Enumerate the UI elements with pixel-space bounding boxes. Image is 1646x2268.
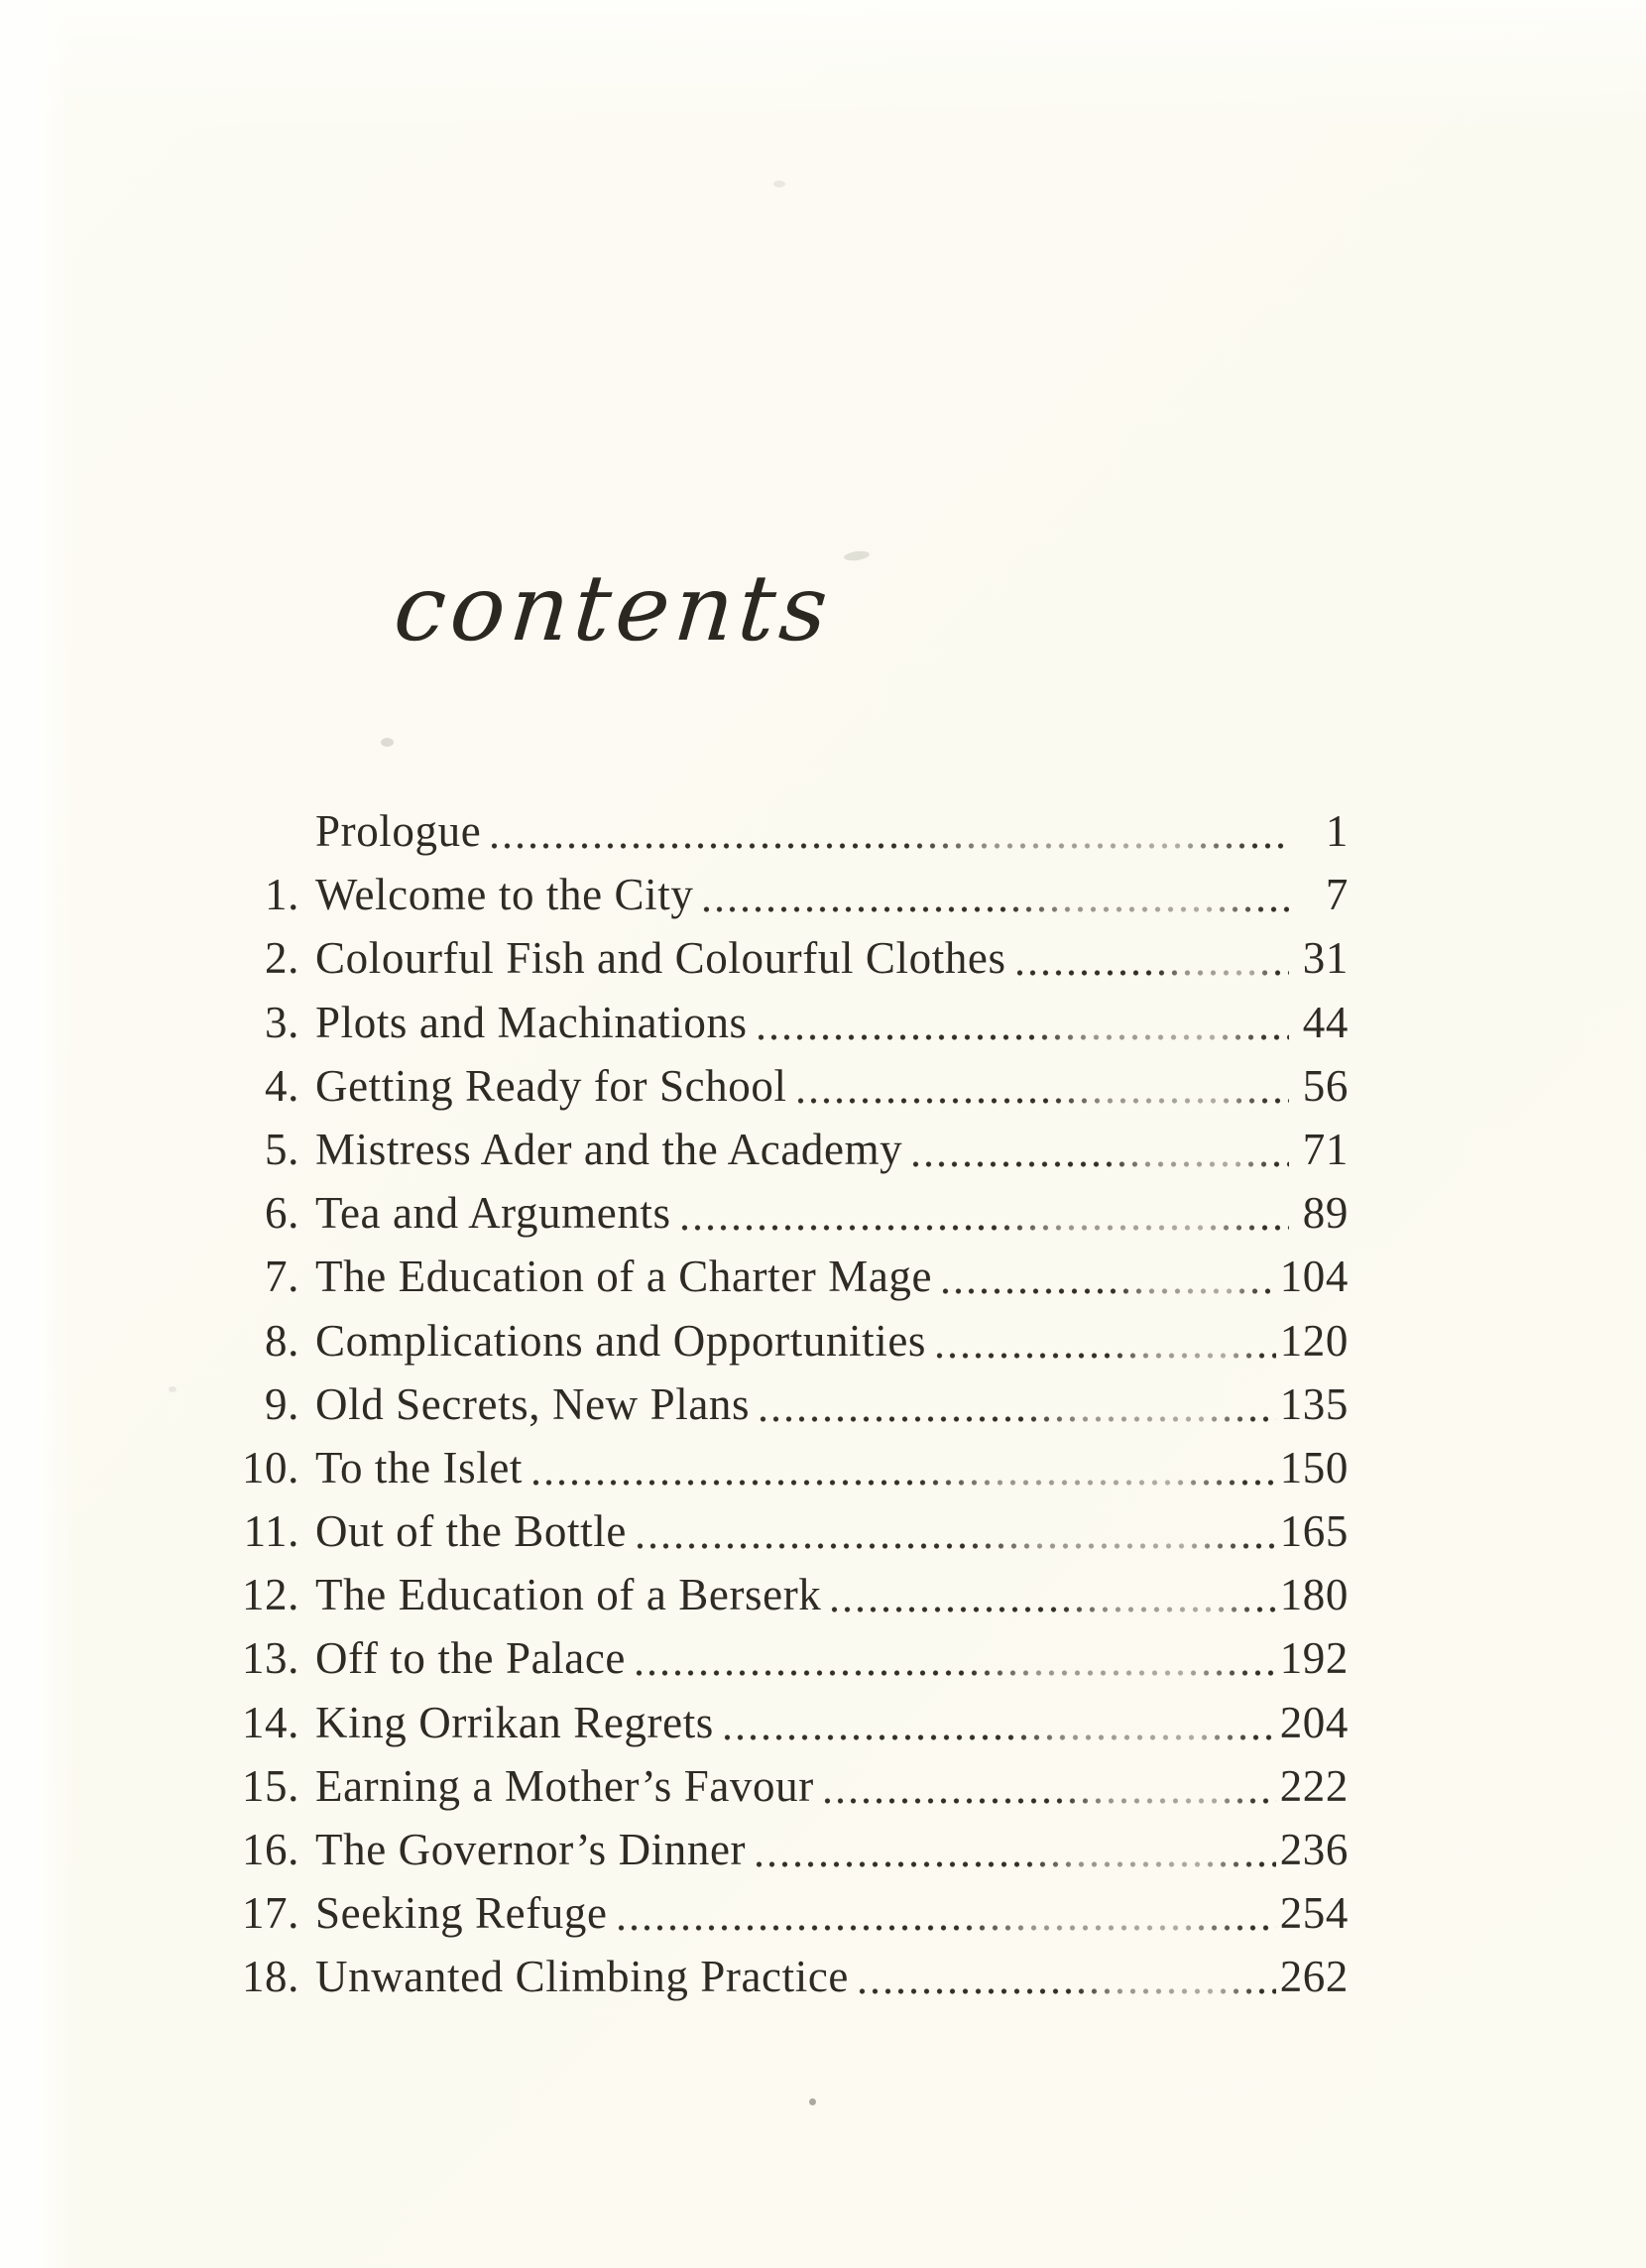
page-number: 56 (1302, 1060, 1349, 1111)
page-number: 236 (1279, 1825, 1349, 1874)
chapter-number: 15. (241, 1760, 299, 1811)
toc-entry (238, 1632, 1349, 1696)
scan-speck (381, 738, 394, 747)
chapter-number: 14. (241, 1697, 299, 1747)
chapter-number: 17. (241, 1888, 299, 1939)
page-number: 89 (1302, 1188, 1349, 1239)
contents-title: contents (390, 555, 837, 661)
dot-leader (488, 841, 1289, 851)
toc-entry (238, 1505, 1349, 1569)
dot-leader (856, 1986, 1276, 1996)
chapter-title: Seeking Refuge (315, 1888, 608, 1939)
toc-entry (238, 997, 1349, 1060)
chapter-title: King Orrikan Regrets (315, 1697, 714, 1747)
chapter-title: Prologue (315, 806, 482, 856)
toc-entry (238, 805, 1349, 869)
chapter-title: Tea and Arguments (315, 1188, 671, 1239)
dot-leader (1013, 968, 1289, 978)
chapter-number: 18. (241, 1952, 299, 2002)
chapter-title: Plots and Machinations (315, 997, 748, 1047)
dot-leader (933, 1351, 1276, 1361)
dot-leader (529, 1478, 1276, 1488)
chapter-title: The Education of a Charter Mage (315, 1252, 933, 1302)
dot-leader (821, 1796, 1276, 1806)
toc-entry (238, 1060, 1349, 1124)
dot-leader (757, 1414, 1276, 1424)
page-number: 150 (1279, 1442, 1349, 1492)
chapter-title: Out of the Bottle (315, 1506, 627, 1557)
page-number: 104 (1279, 1252, 1349, 1302)
chapter-number: 9. (265, 1378, 299, 1429)
toc-entry (238, 1760, 1349, 1824)
chapter-number: 4. (265, 1060, 299, 1111)
page-number: 254 (1279, 1888, 1349, 1939)
chapter-title: Getting Ready for School (315, 1060, 787, 1111)
page-number: 71 (1302, 1124, 1349, 1174)
chapter-number: 2. (265, 933, 299, 984)
page-number: 120 (1279, 1315, 1349, 1366)
chapter-title: To the Islet (315, 1442, 523, 1492)
page-number: 1 (1325, 806, 1349, 856)
scan-speck (169, 1386, 176, 1392)
toc-entry (238, 1951, 1349, 2014)
scan-speck (809, 2098, 816, 2105)
toc-entry (238, 1251, 1349, 1314)
toc-entry (238, 932, 1349, 996)
chapter-number: 7. (265, 1252, 299, 1302)
dot-leader (828, 1605, 1275, 1614)
dot-leader (615, 1923, 1276, 1933)
chapter-title: Welcome to the City (315, 870, 694, 920)
toc-entry (238, 1442, 1349, 1505)
chapter-number: 8. (265, 1315, 299, 1366)
page-number: 7 (1325, 870, 1349, 920)
dot-leader (755, 1032, 1289, 1042)
chapter-number: 12. (241, 1570, 299, 1620)
chapter-number: 13. (241, 1633, 299, 1684)
chapter-number: 5. (265, 1124, 299, 1174)
toc-entry (238, 1824, 1349, 1887)
toc-entry (238, 869, 1349, 932)
page-number: 180 (1279, 1570, 1349, 1620)
dot-leader (721, 1732, 1276, 1742)
page-number: 204 (1279, 1697, 1349, 1747)
dot-leader (633, 1668, 1276, 1678)
toc-entry (238, 1697, 1349, 1760)
page-number: 192 (1279, 1633, 1349, 1684)
chapter-title: The Education of a Berserk (315, 1570, 822, 1620)
toc-entry (238, 1315, 1349, 1378)
chapter-title: Complications and Opportunities (315, 1315, 927, 1366)
chapter-title: Colourful Fish and Colourful Clothes (315, 933, 1006, 984)
page-number: 135 (1279, 1378, 1349, 1429)
scan-speck (844, 549, 871, 562)
chapter-number: 11. (243, 1506, 299, 1557)
toc-entry (238, 1569, 1349, 1632)
page-number: 31 (1302, 933, 1349, 984)
chapter-number: 3. (265, 997, 299, 1047)
dot-leader (909, 1159, 1289, 1169)
chapter-title: Mistress Ader and the Academy (315, 1124, 903, 1174)
page-number: 44 (1302, 997, 1349, 1047)
dot-leader (700, 904, 1289, 914)
chapter-title: Old Secrets, New Plans (315, 1378, 751, 1429)
dot-leader (753, 1859, 1276, 1869)
toc-entry (238, 1187, 1349, 1251)
chapter-title: Earning a Mother’s Favour (315, 1760, 814, 1811)
chapter-title: Unwanted Climbing Practice (315, 1952, 849, 2002)
scan-speck (773, 180, 785, 187)
chapter-number: 1. (265, 870, 299, 920)
toc-entry (238, 1887, 1349, 1951)
chapter-number: 10. (241, 1442, 299, 1492)
page-number: 222 (1279, 1760, 1349, 1811)
chapter-number: 16. (241, 1825, 299, 1874)
page-number: 165 (1279, 1506, 1349, 1557)
chapter-title: Off to the Palace (315, 1633, 627, 1684)
dot-leader (794, 1096, 1289, 1106)
chapter-title: The Governor’s Dinner (315, 1825, 747, 1874)
chapter-number: 6. (265, 1188, 299, 1239)
page-number: 262 (1279, 1952, 1349, 2002)
dot-leader (634, 1541, 1276, 1551)
dot-leader (678, 1223, 1289, 1233)
table-of-contents (238, 805, 1349, 2015)
toc-entry (238, 1378, 1349, 1442)
toc-entry (238, 1124, 1349, 1187)
dot-leader (939, 1286, 1276, 1296)
